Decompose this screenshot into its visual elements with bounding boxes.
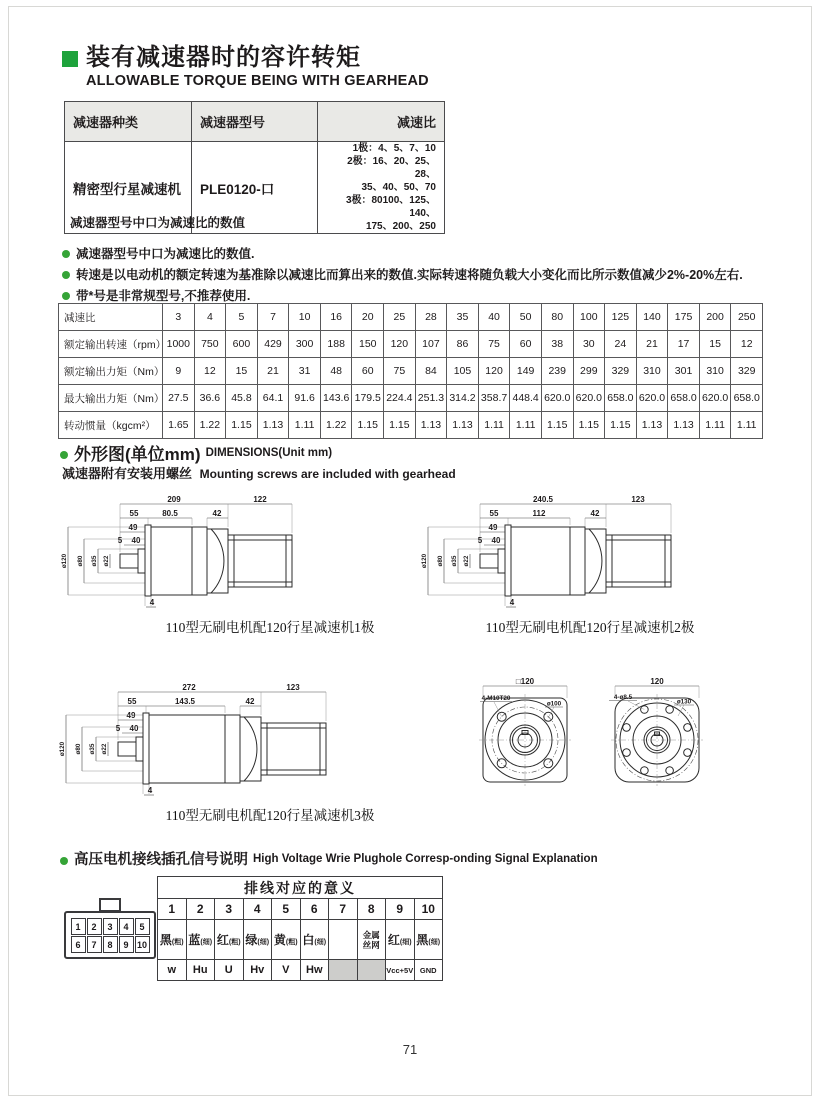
svg-text:55: 55 <box>489 509 499 518</box>
note-text: 减速器型号中口为减速比的数值. <box>76 247 255 261</box>
spec-table <box>58 303 763 439</box>
table-cell: 38 <box>541 331 573 358</box>
signal-cell: GND <box>414 960 443 981</box>
table-cell: 1.11 <box>699 412 731 439</box>
table-cell: 86 <box>447 331 479 358</box>
spec-row-speed <box>59 331 763 358</box>
dimensions-title: 外形图(单位mm) <box>74 445 201 464</box>
table-cell: 25 <box>384 304 416 331</box>
table-cell: 600 <box>226 331 258 358</box>
table-cell: 15 <box>699 331 731 358</box>
table-cell: 31 <box>289 358 321 385</box>
table-cell: 658.0 <box>605 385 637 412</box>
drawing-caption-1stage: 110型无刷电机配120行星减速机1极 <box>165 620 375 635</box>
wire-cell: 绿(细) <box>243 920 272 960</box>
green-square-bullet-icon <box>62 51 78 67</box>
svg-text:4-M10T20: 4-M10T20 <box>481 695 511 702</box>
table-cell: 3 <box>215 899 244 920</box>
table-cell: 250 <box>731 304 763 331</box>
table-cell: 448.4 <box>510 385 542 412</box>
signal-cell <box>357 960 386 981</box>
bullet-dot-icon <box>62 250 70 258</box>
table-cell: 143.6 <box>320 385 352 412</box>
table-cell: 10 <box>289 304 321 331</box>
drawing-caption-2stage: 110型无刷电机配120行星减速机2极 <box>485 620 695 635</box>
ratio-line: 3极：80100、125、140、 <box>345 195 436 219</box>
table-cell: 48 <box>320 358 352 385</box>
svg-text:122: 122 <box>253 495 267 504</box>
signal-table-title: 排线对应的意义 <box>158 877 443 899</box>
drawing-caption-3stage: 110型无刷电机配120行星减速机3极 <box>165 808 375 823</box>
table-cell: 200 <box>699 304 731 331</box>
table-cell: 1.15 <box>226 412 258 439</box>
svg-text:4-ø8.5: 4-ø8.5 <box>613 694 633 701</box>
table-cell: 1000 <box>163 331 195 358</box>
page-number: 71 <box>402 1042 418 1057</box>
svg-text:49: 49 <box>126 711 136 720</box>
signal-cell: Vcc+5V <box>386 960 415 981</box>
wire-cell: 黑(粗) <box>158 920 187 960</box>
connector-pin: 3 <box>103 918 118 935</box>
wire-cell: 蓝(细) <box>186 920 215 960</box>
table-cell: 12 <box>194 358 226 385</box>
table-cell: 9 <box>163 358 195 385</box>
svg-text:120: 120 <box>650 677 664 686</box>
svg-text:5: 5 <box>477 536 483 545</box>
note-item <box>62 246 743 262</box>
spec-row-max-torque <box>59 385 763 412</box>
dimensions-subtitle <box>62 463 456 482</box>
table-cell: 429 <box>257 331 289 358</box>
connector-pin: 2 <box>87 918 102 935</box>
signal-title: 高压电机接线插孔信号说明 <box>74 852 248 868</box>
spec-row-label: 最大输出力矩（Nm） <box>59 385 163 412</box>
table-cell: 140 <box>636 304 668 331</box>
note-text: 带*号是非常规型号,不推荐使用. <box>76 289 251 303</box>
svg-text:4: 4 <box>149 598 155 607</box>
signal-cell: U <box>215 960 244 981</box>
table-cell: 1.15 <box>384 412 416 439</box>
wire-cell <box>329 920 358 960</box>
signal-wire-row <box>158 920 443 960</box>
svg-text:240.5: 240.5 <box>532 495 554 504</box>
table-cell: 299 <box>573 358 605 385</box>
svg-text:42: 42 <box>245 697 255 706</box>
connector-body <box>64 911 156 959</box>
spec-row-label: 额定输出力矩（Nm） <box>59 358 163 385</box>
svg-text:ø22: ø22 <box>463 555 470 567</box>
spec-row-torque <box>59 358 763 385</box>
svg-text:123: 123 <box>631 495 645 504</box>
connector-pin: 10 <box>135 936 150 953</box>
flange-view-gearhead <box>450 676 600 788</box>
svg-text:5: 5 <box>115 724 121 733</box>
page-title-block <box>62 44 429 89</box>
signal-cell: V <box>272 960 301 981</box>
table-cell: 75 <box>478 331 510 358</box>
table-cell: 1.11 <box>478 412 510 439</box>
spec-row-ratio <box>59 304 763 331</box>
table-cell: 9 <box>386 899 415 920</box>
table-cell: 12 <box>731 331 763 358</box>
svg-text:ø120: ø120 <box>421 553 428 569</box>
table-cell: 329 <box>731 358 763 385</box>
signal-cell: Hv <box>243 960 272 981</box>
side-view-drawing-2stage <box>420 494 680 614</box>
gearhead-type-cell: 精密型行星减速机 <box>65 142 192 234</box>
dimensions-title-en: DIMENSIONS(Unit mm) <box>205 446 333 459</box>
signal-table-title-row <box>158 877 443 899</box>
table-cell: 1.11 <box>731 412 763 439</box>
table-cell: 2 <box>186 899 215 920</box>
table-cell: 17 <box>668 331 700 358</box>
svg-text:55: 55 <box>129 509 139 518</box>
table-cell: 224.4 <box>384 385 416 412</box>
table-cell: 310 <box>636 358 668 385</box>
signal-cell: Hu <box>186 960 215 981</box>
dimensions-subtitle-zh: 减速器附有安装用螺丝 <box>62 466 193 481</box>
ratio-line: 1极：4、5、7、10 <box>352 143 436 154</box>
table-cell: 1 <box>158 899 187 920</box>
table-cell: 27.5 <box>163 385 195 412</box>
svg-text:272: 272 <box>182 683 196 692</box>
motor-gearhead-outline <box>477 525 671 596</box>
wire-cell: 黑(细) <box>414 920 443 960</box>
table-cell: 1.13 <box>447 412 479 439</box>
table-cell: 75 <box>384 358 416 385</box>
svg-text:ø80: ø80 <box>437 555 444 567</box>
table-cell: 314.2 <box>447 385 479 412</box>
table-cell: 6 <box>300 899 329 920</box>
table-cell: 35 <box>447 304 479 331</box>
connector-pin: 1 <box>71 918 86 935</box>
table-cell: 188 <box>320 331 352 358</box>
table-cell: 80 <box>541 304 573 331</box>
svg-text:ø130: ø130 <box>676 698 692 706</box>
motor-gearhead-outline <box>117 525 292 596</box>
connector-pin: 7 <box>87 936 102 953</box>
svg-text:ø35: ø35 <box>91 555 98 567</box>
svg-text:209: 209 <box>167 495 181 504</box>
table-cell: 21 <box>636 331 668 358</box>
bullet-dot-icon <box>60 857 68 865</box>
table-cell: 105 <box>447 358 479 385</box>
table-cell: 310 <box>699 358 731 385</box>
wire-cell-mesh: 金属丝网 <box>357 920 386 960</box>
spec-row-label: 减速比 <box>59 304 163 331</box>
table-cell: 658.0 <box>731 385 763 412</box>
table-cell: 300 <box>289 331 321 358</box>
ratio-line: 175、200、250 <box>365 221 436 232</box>
svg-text:ø22: ø22 <box>103 555 110 567</box>
gearhead-ratio-cell <box>318 142 445 234</box>
motor-gearhead-outline <box>115 713 326 784</box>
flange-view-motor <box>582 676 732 788</box>
connector-pin: 4 <box>119 918 134 935</box>
table-cell: 358.7 <box>478 385 510 412</box>
table-cell: 658.0 <box>668 385 700 412</box>
ratio-line: 2极：16、20、25、28、 <box>347 156 436 180</box>
bullet-dot-icon <box>60 451 68 459</box>
table-cell: 45.8 <box>226 385 258 412</box>
table-cell: 1.22 <box>320 412 352 439</box>
table-cell: 175 <box>668 304 700 331</box>
table-cell: 91.6 <box>289 385 321 412</box>
table-cell: 3 <box>163 304 195 331</box>
bullet-dot-icon <box>62 292 70 300</box>
connector-pin: 6 <box>71 936 86 953</box>
connector-pin: 5 <box>135 918 150 935</box>
note-text: 转速是以电动机的额定转速为基准除以减速比而算出来的数值.实际转速将随负载大小变化而比所示数值减少2%-20%左右. <box>76 268 743 282</box>
svg-text:123: 123 <box>286 683 300 692</box>
connector-pin: 9 <box>119 936 134 953</box>
table-cell: 239 <box>541 358 573 385</box>
signal-pin-row <box>158 899 443 920</box>
table-cell: 24 <box>605 331 637 358</box>
table-cell: 620.0 <box>541 385 573 412</box>
table-cell: 36.6 <box>194 385 226 412</box>
col-header-model: 减速器型号 <box>192 102 318 142</box>
signal-table <box>157 876 443 981</box>
svg-text:ø35: ø35 <box>451 555 458 567</box>
svg-text:ø35: ø35 <box>89 743 96 755</box>
signal-cell: Hw <box>300 960 329 981</box>
table-cell: 125 <box>605 304 637 331</box>
svg-text:ø120: ø120 <box>59 741 66 757</box>
svg-text:55: 55 <box>127 697 137 706</box>
table-cell: 1.13 <box>257 412 289 439</box>
signal-section-header <box>60 848 598 869</box>
wire-cell: 黄(粗) <box>272 920 301 960</box>
table-cell: 1.22 <box>194 412 226 439</box>
gearhead-header-row <box>65 102 445 142</box>
table-cell: 60 <box>510 331 542 358</box>
svg-text:□120: □120 <box>515 677 535 686</box>
table-cell: 1.13 <box>668 412 700 439</box>
table-cell: 10 <box>414 899 443 920</box>
table-cell: 1.13 <box>415 412 447 439</box>
table-cell: 50 <box>510 304 542 331</box>
spec-row-inertia <box>59 412 763 439</box>
table-cell: 1.15 <box>352 412 384 439</box>
svg-text:40: 40 <box>491 536 501 545</box>
page-title: 装有减速器时的容许转矩 <box>86 44 361 71</box>
table-cell: 8 <box>357 899 386 920</box>
table-cell: 7 <box>257 304 289 331</box>
svg-text:112: 112 <box>532 509 546 518</box>
table-cell: 329 <box>605 358 637 385</box>
table-cell: 149 <box>510 358 542 385</box>
svg-text:42: 42 <box>590 509 600 518</box>
connector-tab <box>99 898 121 912</box>
gearhead-model-cell: PLE0120-口 <box>192 142 318 234</box>
svg-text:ø80: ø80 <box>77 555 84 567</box>
table-cell: 620.0 <box>636 385 668 412</box>
note-item <box>62 288 743 304</box>
gearhead-table-footnote: 减速器型号中口为减速比的数值 <box>70 216 246 230</box>
svg-text:40: 40 <box>131 536 141 545</box>
table-cell: 40 <box>478 304 510 331</box>
signal-name-row <box>158 960 443 981</box>
svg-text:ø22: ø22 <box>101 743 108 755</box>
table-cell: 750 <box>194 331 226 358</box>
note-item <box>62 267 743 283</box>
dimensions-section-header <box>60 440 332 465</box>
table-cell: 120 <box>384 331 416 358</box>
signal-cell <box>329 960 358 981</box>
wire-cell: 红(细) <box>386 920 415 960</box>
svg-text:5: 5 <box>117 536 123 545</box>
spec-row-label: 额定输出转速（rpm） <box>59 331 163 358</box>
table-cell: 28 <box>415 304 447 331</box>
table-cell: 150 <box>352 331 384 358</box>
col-header-type: 减速器种类 <box>65 102 192 142</box>
dimensions-subtitle-en: Mounting screws are included with gearhead <box>199 467 456 481</box>
signal-cell: w <box>158 960 187 981</box>
svg-text:143.5: 143.5 <box>174 697 196 706</box>
side-view-drawing-1stage <box>60 494 310 614</box>
table-cell: 30 <box>573 331 605 358</box>
svg-text:4: 4 <box>509 598 515 607</box>
table-cell: 16 <box>320 304 352 331</box>
table-cell: 179.5 <box>352 385 384 412</box>
table-cell: 1.15 <box>605 412 637 439</box>
table-cell: 1.65 <box>163 412 195 439</box>
table-cell: 120 <box>478 358 510 385</box>
connector-diagram <box>64 898 156 959</box>
bullet-dot-icon <box>62 271 70 279</box>
table-cell: 21 <box>257 358 289 385</box>
table-cell: 7 <box>329 899 358 920</box>
ratio-line: 35、40、50、70 <box>361 182 436 193</box>
table-cell: 1.15 <box>541 412 573 439</box>
svg-text:4: 4 <box>147 786 153 795</box>
table-cell: 620.0 <box>573 385 605 412</box>
col-header-ratio: 减速比 <box>318 102 445 142</box>
svg-text:ø100: ø100 <box>546 700 562 708</box>
table-cell: 107 <box>415 331 447 358</box>
table-cell: 1.15 <box>573 412 605 439</box>
notes-list <box>62 246 743 309</box>
svg-text:40: 40 <box>129 724 139 733</box>
spec-row-label: 转动惯量（kgcm²） <box>59 412 163 439</box>
table-cell: 60 <box>352 358 384 385</box>
table-cell: 1.13 <box>636 412 668 439</box>
table-cell: 64.1 <box>257 385 289 412</box>
wire-cell: 白(细) <box>300 920 329 960</box>
signal-title-en: High Voltage Wrie Plughole Corresp-onding Signal Explanation <box>253 852 598 865</box>
table-cell: 15 <box>226 358 258 385</box>
side-view-drawing-3stage <box>58 682 338 802</box>
svg-text:49: 49 <box>128 523 138 532</box>
svg-text:42: 42 <box>212 509 222 518</box>
table-cell: 5 <box>272 899 301 920</box>
page-title-en: ALLOWABLE TORQUE BEING WITH GEARHEAD <box>86 73 429 89</box>
table-cell: 4 <box>194 304 226 331</box>
wire-cell: 红(粗) <box>215 920 244 960</box>
svg-text:80.5: 80.5 <box>162 509 178 518</box>
svg-text:ø80: ø80 <box>75 743 82 755</box>
table-cell: 84 <box>415 358 447 385</box>
table-cell: 1.11 <box>289 412 321 439</box>
svg-text:49: 49 <box>488 523 498 532</box>
table-cell: 301 <box>668 358 700 385</box>
table-cell: 100 <box>573 304 605 331</box>
table-cell: 1.11 <box>510 412 542 439</box>
svg-text:ø120: ø120 <box>61 553 68 569</box>
table-cell: 5 <box>226 304 258 331</box>
table-cell: 4 <box>243 899 272 920</box>
table-cell: 20 <box>352 304 384 331</box>
table-cell: 251.3 <box>415 385 447 412</box>
table-cell: 620.0 <box>699 385 731 412</box>
connector-pin: 8 <box>103 936 118 953</box>
